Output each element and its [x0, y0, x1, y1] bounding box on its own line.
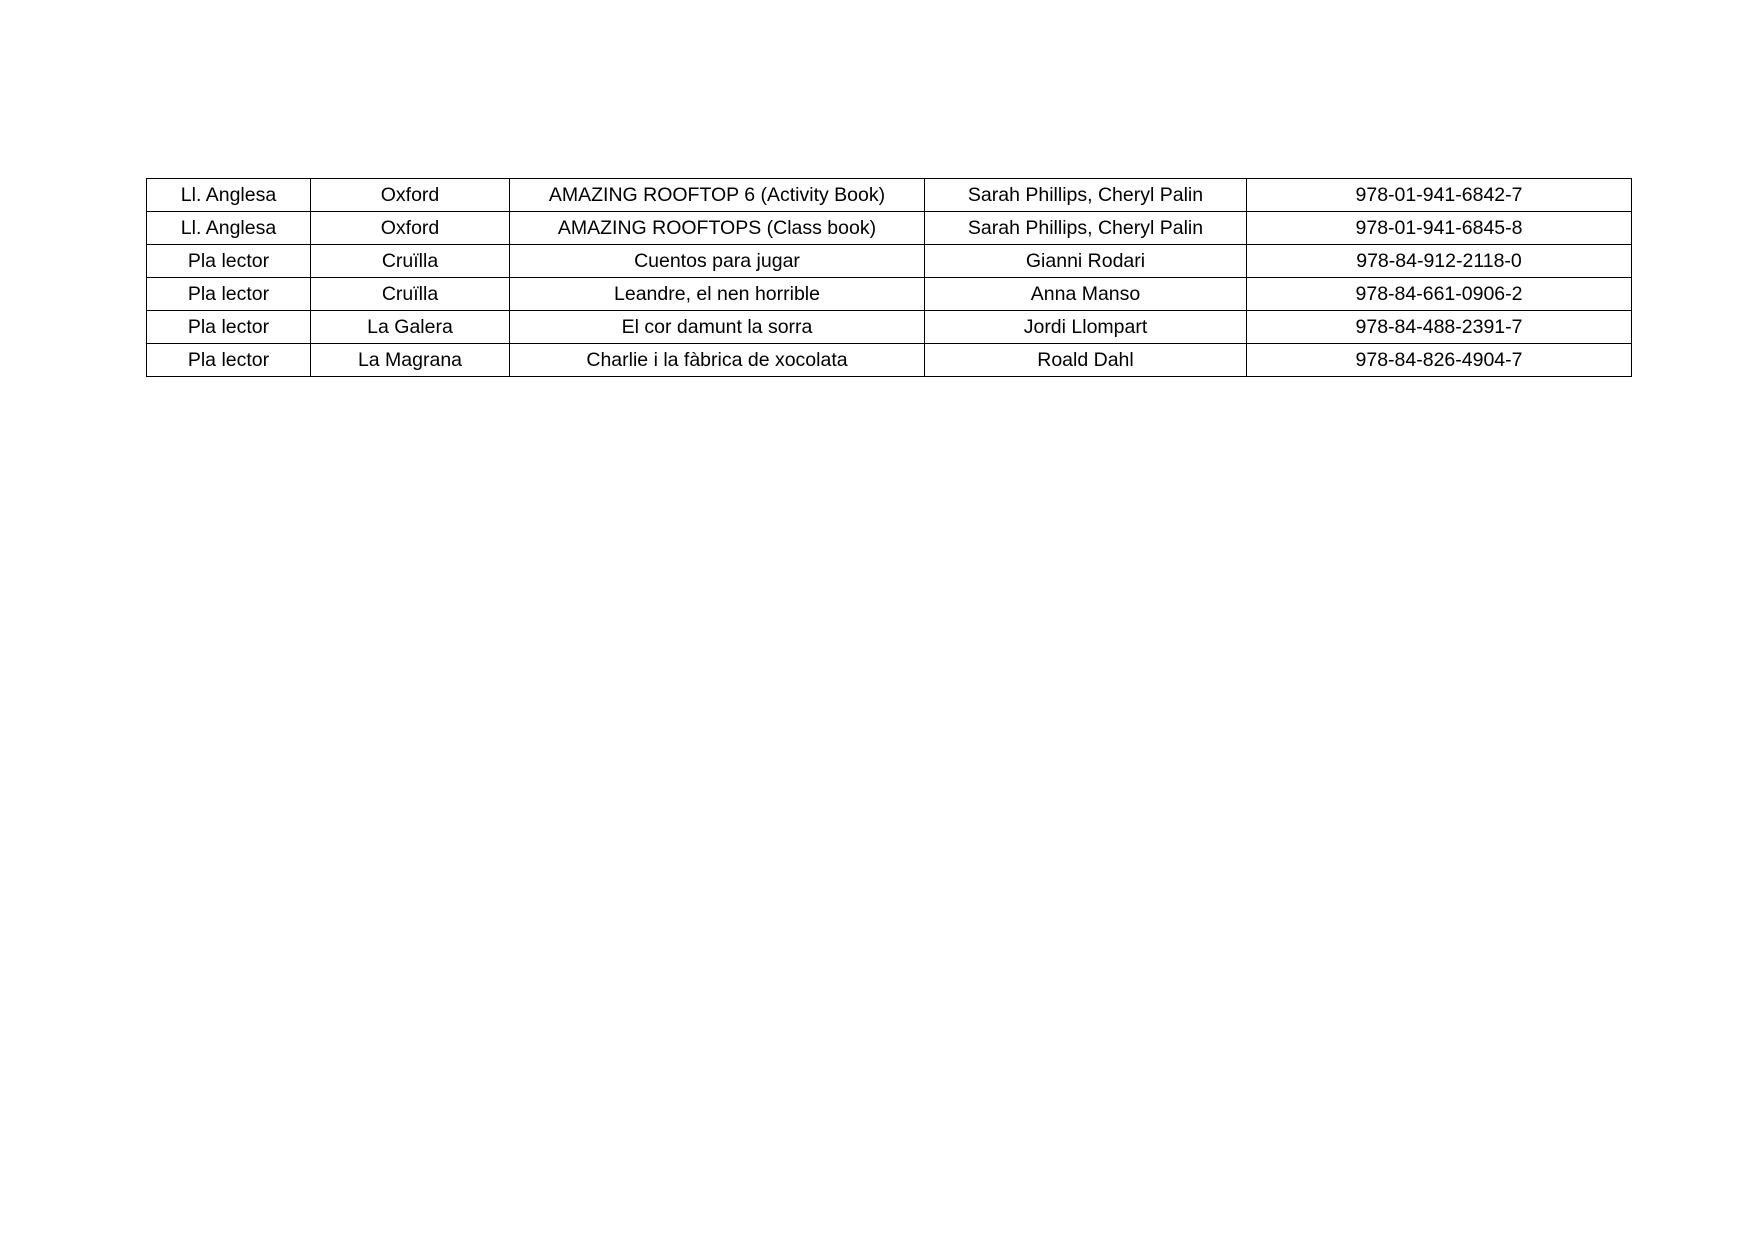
cell-title: Leandre, el nen horrible [510, 278, 925, 311]
cell-publisher: Cruïlla [311, 245, 510, 278]
cell-publisher: Oxford [311, 179, 510, 212]
cell-title: Cuentos para jugar [510, 245, 925, 278]
book-list-table [146, 178, 1632, 377]
cell-author: Gianni Rodari [925, 245, 1247, 278]
cell-category: Pla lector [147, 344, 311, 377]
cell-isbn: 978-01-941-6845-8 [1247, 212, 1632, 245]
cell-publisher: La Magrana [311, 344, 510, 377]
cell-category: Pla lector [147, 311, 311, 344]
table-row [147, 179, 1632, 212]
table-row [147, 245, 1632, 278]
cell-category: Ll. Anglesa [147, 212, 311, 245]
table-row [147, 311, 1632, 344]
cell-publisher: La Galera [311, 311, 510, 344]
cell-category: Pla lector [147, 245, 311, 278]
table-row [147, 278, 1632, 311]
cell-isbn: 978-84-488-2391-7 [1247, 311, 1632, 344]
cell-title: Charlie i la fàbrica de xocolata [510, 344, 925, 377]
cell-category: Ll. Anglesa [147, 179, 311, 212]
cell-title: AMAZING ROOFTOP 6 (Activity Book) [510, 179, 925, 212]
cell-author: Roald Dahl [925, 344, 1247, 377]
cell-isbn: 978-84-661-0906-2 [1247, 278, 1632, 311]
cell-author: Sarah Phillips, Cheryl Palin [925, 179, 1247, 212]
table-body [147, 179, 1632, 377]
cell-publisher: Oxford [311, 212, 510, 245]
cell-title: AMAZING ROOFTOPS (Class book) [510, 212, 925, 245]
cell-isbn: 978-84-826-4904-7 [1247, 344, 1632, 377]
cell-author: Sarah Phillips, Cheryl Palin [925, 212, 1247, 245]
cell-author: Jordi Llompart [925, 311, 1247, 344]
cell-isbn: 978-84-912-2118-0 [1247, 245, 1632, 278]
cell-category: Pla lector [147, 278, 311, 311]
cell-title: El cor damunt la sorra [510, 311, 925, 344]
table-row [147, 212, 1632, 245]
table-row [147, 344, 1632, 377]
cell-isbn: 978-01-941-6842-7 [1247, 179, 1632, 212]
cell-author: Anna Manso [925, 278, 1247, 311]
cell-publisher: Cruïlla [311, 278, 510, 311]
